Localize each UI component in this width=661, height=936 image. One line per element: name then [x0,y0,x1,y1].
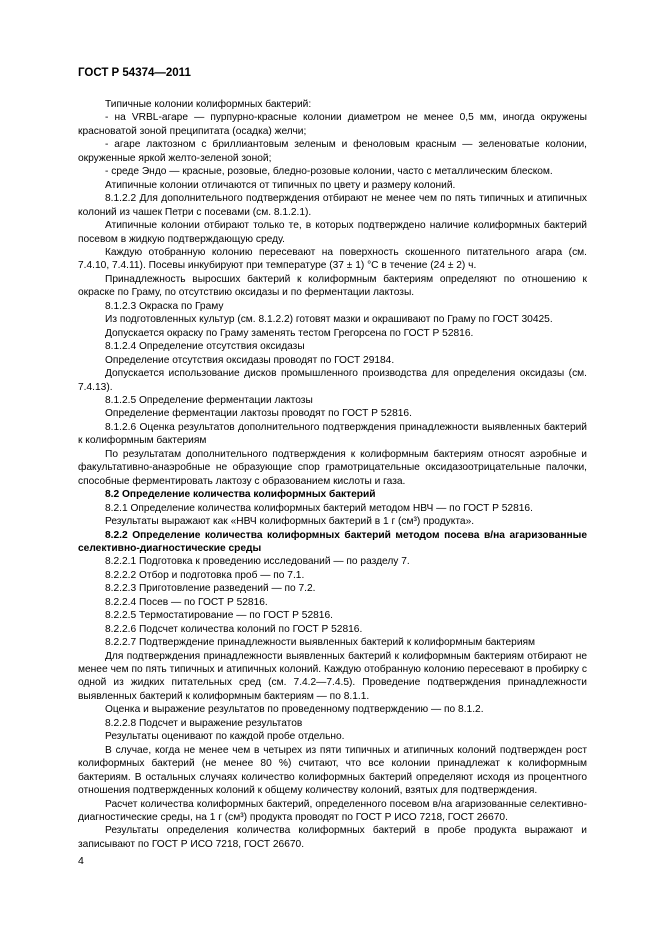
paragraph: Расчет количества колиформных бактерий, определенного посевом в/на агаризованные селективно-диагностические среды, на 1 г (см³) продукта проводят по ГОСТ Р ИСО 7218, ГОСТ 26670. [78,798,587,824]
paragraph: 8.2.2.3 Приготовление разведений — по 7.2. [105,583,316,595]
paragraph: Допускается использование дисков промышленного производства для определения оксидазы (см. 7.4.13). [78,368,587,393]
paragraph: 8.2.2.7 Подтверждение принадлежности выявленных бактерий к колиформным бактериям [105,637,536,649]
section-heading: 8.2 Определение количества колиформных бактерий [105,489,376,501]
paragraph: По результатам дополнительного подтверждения к колиформным бактериям относят аэробные и факультативно-анаэробные не образующие спор грамотрицательные оксидазоотрицательные палочки, способные ферментировать лактозу с образованием кислоты и газа. [78,448,587,487]
paragraph: Оценка и выражение результатов по проведенному подтверждению — по 8.1.2. [105,704,484,716]
paragraph: Определение отсутствия оксидазы проводят по ГОСТ 29184. [105,354,395,366]
paragraph: - агаре лактозном с бриллиантовым зеленым и феноловым красным — зеленоватые колонии, окруженные яркой желто-зеленой зоной; [78,139,587,164]
paragraph: Допускается окраску по Граму заменять тестом Грегорсена по ГОСТ Р 52816. [105,327,474,339]
paragraph: 8.1.2.3 Окраска по Граму [105,300,224,312]
paragraph: 8.2.1 Определение количества колиформных бактерий методом НВЧ — по ГОСТ Р 52816. [105,502,533,514]
paragraph: 8.2.2.6 Подсчет количества колоний по ГОСТ Р 52816. [105,623,363,635]
paragraph: Типичные колонии колиформных бактерий: [105,99,312,110]
paragraph: Определение ферментации лактозы проводят по ГОСТ Р 52816. [105,408,412,420]
paragraph: Из подготовленных культур (см. 8.1.2.2) готовят мазки и окрашивают по Граму по ГОСТ 30425. [105,314,553,326]
paragraph: 8.1.2.6 Оценка результатов дополнительного подтверждения принадлежности выявленных бактерий к колиформным бактериям [78,421,587,447]
paragraph: Принадлежность выросших бактерий к колиформным бактериям определяют по отношению к окраске по Граму, по отсутствию оксидазы и по ферментации лактозы. [78,273,587,299]
paragraph: 8.1.2.2 Для дополнительного подтверждения отбирают не менее чем по пять типичных и атипичных колоний из чашек Петри с посевами (см. 8.1.2.1). [78,193,587,218]
paragraph: - на VRBL-агаре — пурпурно-красные колонии диаметром не менее 0,5 мм, иногда окружены красноватой зоной преципитата (осадка) желчи; [78,112,587,137]
paragraph: Результаты выражают как «НВЧ колиформных бактерий в 1 г (см³) продукта». [105,516,475,528]
paragraph: 8.2.2.5 Термостатирование — по ГОСТ Р 52816. [105,610,333,622]
paragraph: Для подтверждения принадлежности выявленных бактерий к колиформным бактериям отбирают не менее чем по пять типичных и атипичных колоний. Каждую отобранную колонию пересевают в пробирку с одной из жидких питательных сред (см. 7.4.2—7.4.5). Проведение подтверждения принадлежности выявленных бактерий к колиформным бактериям — по 8.1.1. [78,650,587,702]
page-number: 4 [78,855,84,867]
paragraph: 8.2.2.8 Подсчет и выражение результатов [105,717,303,729]
paragraph: Результаты оценивают по каждой пробе отдельно. [105,731,345,743]
paragraph: Атипичные колонии отбирают только те, в которых подтверждено наличие колиформных бактерий посевом в жидкую подтверждающую среду. [78,220,587,245]
document-header: ГОСТ Р 54374—2011 [78,67,191,79]
paragraph: 8.1.2.4 Определение отсутствия оксидазы [105,341,305,353]
paragraph: В случае, когда не менее чем в четырех из пяти типичных и атипичных колоний подтвержден рост колиформных бактерий (не менее 80 %) считают, что все колонии принадлежат к колиформным бактериям. В остальных случаях количество колиформных бактерий определяют исходя из процентного отношения подтвержденных колоний к общему количеству колоний, взятых для подтверждения. [78,744,587,797]
paragraph: 8.2.2.1 Подготовка к проведению исследований — по разделу 7. [105,556,410,568]
section-heading: 8.2.2 Определение количества колиформных бактерий методом посева в/на агаризованные селективно-диагностические среды [78,529,587,554]
paragraph: - среде Эндо — красные, розовые, бледно-розовые колонии, часто с металлическим блеском. [105,166,553,178]
document-body [78,98,587,851]
paragraph: Каждую отобранную колонию пересевают на поверхность скошенного питательного агара (см. 7.4.10, 7.4.11). Посевы инкубируют при температуре (37 ± 1) °С в течение (24 ± 2) ч. [78,246,587,272]
paragraph: 8.2.2.2 Отбор и подготовка проб — по 7.1. [105,569,305,581]
paragraph: 8.1.2.5 Определение ферментации лактозы [105,394,313,406]
paragraph: 8.2.2.4 Посев — по ГОСТ Р 52816. [105,596,268,608]
paragraph: Атипичные колонии отличаются от типичных по цвету и размеру колоний. [105,179,456,191]
paragraph: Результаты определения количества колиформных бактерий в пробе продукта выражают и записывают по ГОСТ Р ИСО 7218, ГОСТ 26670. [78,825,587,850]
